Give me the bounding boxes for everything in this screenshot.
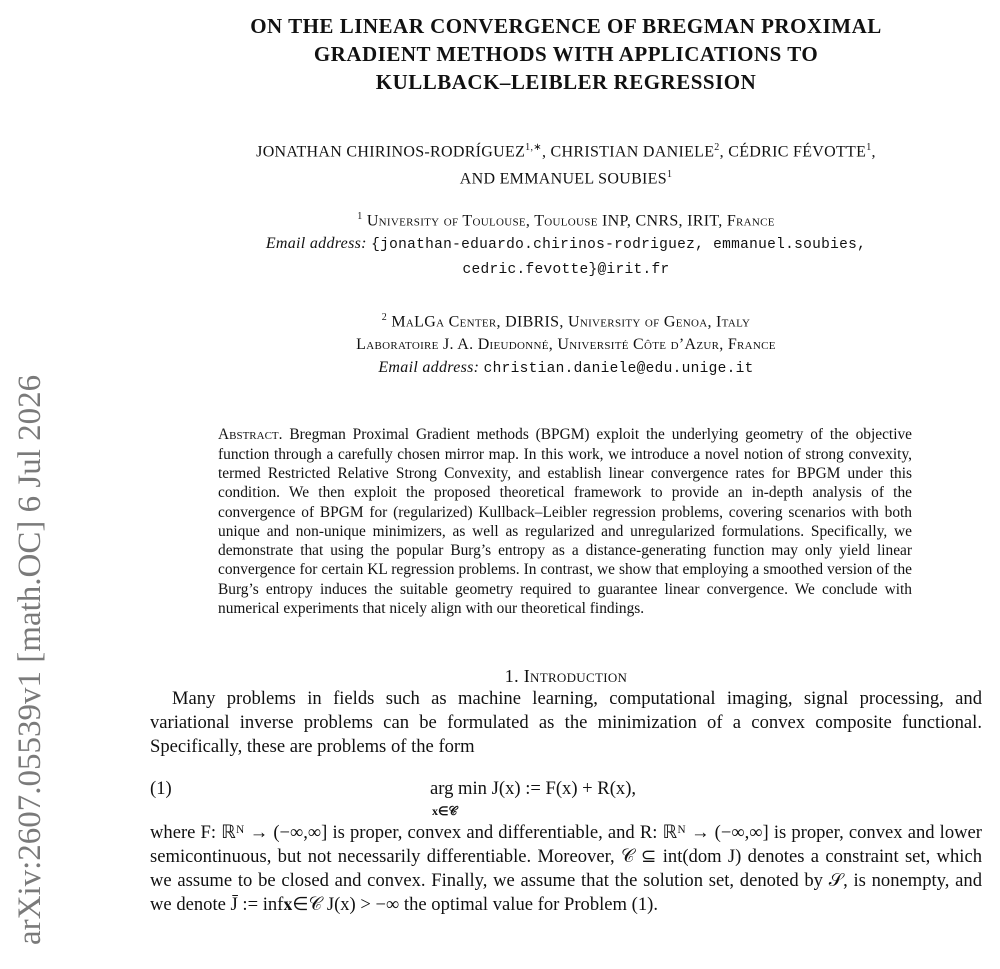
author-line-2	[150, 163, 982, 190]
arxiv-id-text: arXiv:2607.05539v1 [math.OC] 6 Jul 2026	[12, 374, 48, 945]
equation-body	[430, 777, 637, 819]
affil-1-name: University of Toulouse, Toulouse INP, CNRS, IRIT, France	[366, 211, 775, 229]
author-3-sup: 1	[866, 142, 872, 153]
affil-1-email-line-2[interactable]: cedric.fevotte}@irit.fr	[462, 261, 670, 278]
abstract-label: Abstract.	[218, 426, 283, 444]
affil-2-sup: 2	[381, 311, 388, 323]
author-1-sup: 1,∗	[525, 142, 542, 153]
abstract-text: Bregman Proximal Gradient methods (BPGM) exploit the underlying geometry of the objective function through a carefully chosen mirror map. In this work, we introduce a novel notion of strong convexity, termed Restricted Relative Strong Convexity, and establish linear convergence rates for BPGM under this condition. We then exploit the proposed theoretical framework to provide an in-depth analysis of the convergence of BPGM for (regularized) Kullback–Leibler regression problems, covering scenarios with both unique and non-unique minimizers, as well as regularized and unregularized formulations. Specifically, we demonstrate that using the popular Burg’s entropy as a distance-generating function may only yield linear convergence for certain KL regression problems. In contrast, we show that employing a smoothed version of the Burg’s entropy induces the suitable geometry required to guarantee linear convergence. We conclude with numerical experiments that nicely align with our theoretical findings.	[218, 426, 912, 617]
abstract	[218, 425, 912, 618]
affiliation-1: $^1$ University of Toulouse, Toulouse INP, CNRS, IRIT, France Email address: {jonathan-eduardo.chirinos-rodriguez, emmanuel.soubies, cedric.fevotte}@irit.fr	[265, 210, 867, 278]
paper-title	[150, 12, 982, 96]
paper-page	[150, 0, 982, 917]
arxiv-stamp-svg	[2, 245, 50, 945]
affil-2-email[interactable]: christian.daniele@edu.unige.it	[483, 361, 754, 378]
affil-1-email-line-1[interactable]: {jonathan-eduardo.chirinos-rodriguez, emmanuel.soubies,	[371, 236, 867, 253]
arxiv-sidebar-stamp	[2, 245, 50, 945]
title-line-3: KULLBACK–LEIBLER REGRESSION	[375, 70, 757, 94]
affil-1-email-label: Email address	[265, 234, 362, 252]
title-line-1: ON THE LINEAR CONVERGENCE OF BREGMAN PROXIMAL	[250, 14, 882, 38]
affiliation-2: $^2$ MaLGa Center, DIBRIS, University of Genoa, Italy Laboratoire J. A. Dieudonné, Université Côte d’Azur, France Email address: christian.daniele@edu.unige.it	[356, 311, 776, 378]
section-heading-introduction	[150, 666, 982, 687]
section-number: 1.	[504, 666, 519, 687]
title-line-2: GRADIENT METHODS WITH APPLICATIONS TO	[313, 42, 819, 66]
equation-argmin	[430, 777, 487, 819]
author-2: CHRISTIAN DANIELE	[550, 143, 715, 161]
argmin-operator: arg min	[430, 778, 487, 800]
equation-number: (1)	[150, 778, 172, 800]
author-line-1: JONATHAN CHIRINOS-$RODRÍGUEZ^{1,∗}$, CHRISTIAN DANIELE$^2$, CÉDRIC FÉVOTTE$^1$,	[256, 142, 876, 161]
author-4: AND EMMANUEL SOUBIES	[459, 170, 667, 188]
affil-2-email-label: Email address	[378, 359, 474, 377]
author-3: CÉDRIC FÉVOTTE	[728, 143, 867, 161]
intro-paragraph-2: where F: ℝᴺ → (−∞,∞] is proper, convex and differentiable, and R: ℝᴺ → (−∞,∞] is proper, convex and lower semicontinuous, but not necessarily differentiable. Moreover, 𝒞 ⊆ int(dom J) denotes a constraint set, which we assume to be closed and convex. Finally, we assume that the solution set, denoted by 𝒮, is nonempty, and we denote J̄ := inf𝐱∈𝒞 J(x) > −∞ the optimal value for Problem (1).	[150, 822, 982, 916]
introduction-body	[150, 687, 982, 917]
equation-1	[150, 769, 982, 821]
affil-2-name-1: MaLGa Center, DIBRIS, University of Genoa, Italy	[391, 313, 751, 331]
affil-1-sup: 1	[357, 210, 363, 222]
author-list	[150, 136, 982, 191]
affil-2-name-2: Laboratoire J. A. Dieudonné, Université Côte d’Azur, France	[356, 336, 776, 354]
equation-expression: J(x) := F(x) + R(x),	[491, 778, 637, 800]
argmin-subscript: x∈𝒞	[432, 804, 458, 819]
intro-paragraph-1: Many problems in fields such as machine learning, computational imaging, signal processing, and variational inverse problems can be formulated as the minimization of a convex composite functional. Specifically, these are problems of the form	[150, 688, 982, 758]
author-4-sup: 1	[666, 169, 673, 181]
author-2-sup: 2	[714, 142, 720, 153]
author-1: JONATHAN CHIRINOS-RODRÍGUEZ	[256, 143, 526, 161]
section-title: Introduction	[523, 666, 628, 687]
